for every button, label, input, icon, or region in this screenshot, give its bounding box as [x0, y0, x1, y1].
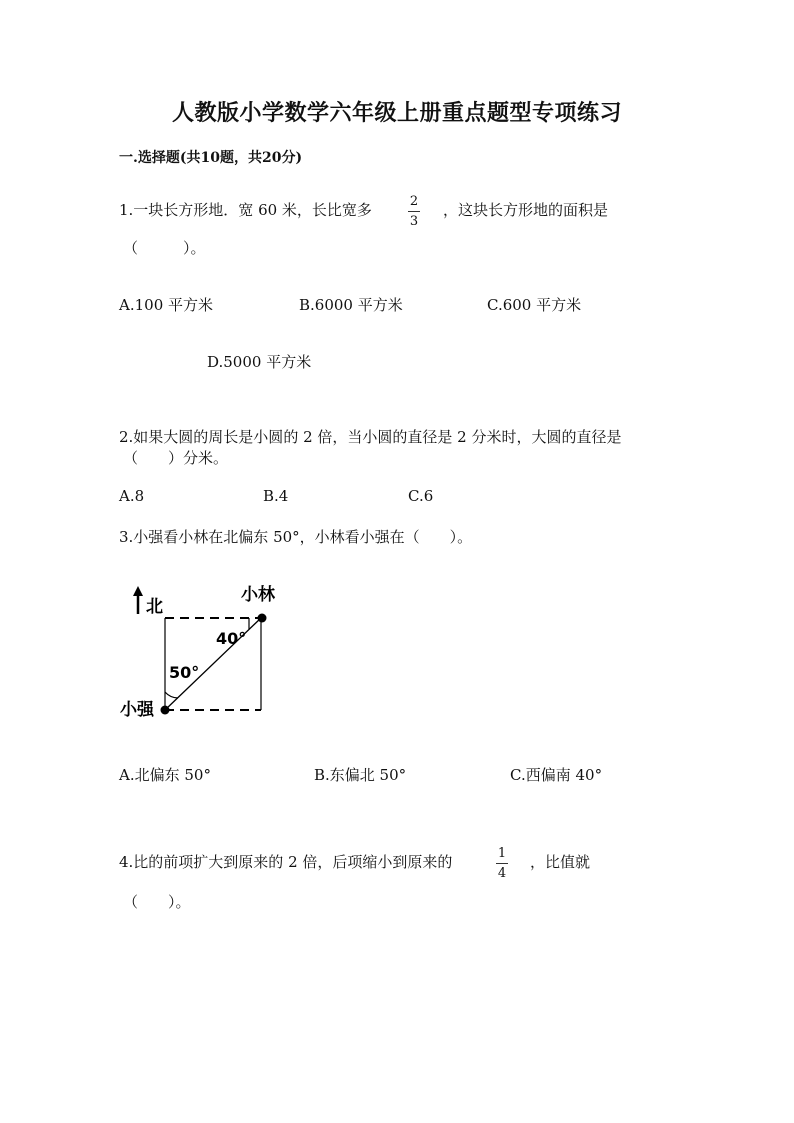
q4-blank: （ ）。 [123, 893, 191, 911]
q2-text: 2.如果大圆的周长是小圆的 2 倍，当小圆的直径是 2 分米时，大圆的直径是 [119, 428, 622, 446]
q3-option-a[interactable]: A.北偏东 50° [119, 766, 211, 784]
page-title: 人教版小学数学六年级上册重点题型专项练习 [171, 100, 622, 126]
q4-fraction-denominator: 4 [497, 866, 507, 881]
q1-option-b[interactable]: B.6000 平方米 [299, 296, 403, 314]
angle-label-b: 50° [169, 663, 200, 682]
q1-text: 1.一块长方形地．宽 60 米，长比宽多 [119, 201, 372, 219]
q1-option-c[interactable]: C.600 平方米 [487, 296, 582, 314]
q2-option-c[interactable]: C.6 [408, 487, 434, 505]
label-xiaoqiang: 小强 [120, 700, 154, 720]
direction-diagram [120, 580, 288, 726]
q4-text: 4.比的前项扩大到原来的 2 倍，后项缩小到原来的 [119, 853, 453, 871]
q1-option-a[interactable]: A.100 平方米 [119, 296, 213, 314]
point-xiaolin [258, 614, 267, 623]
fraction-bar [496, 863, 508, 864]
point-xiaoqiang [161, 706, 170, 715]
q4-text-after: ，比值就 [530, 853, 591, 871]
angle-arc-b [165, 692, 178, 698]
q3-option-b[interactable]: B.东偏北 50° [314, 766, 407, 784]
q1-blank: （ ）。 [123, 239, 206, 257]
q1-text-after: ，这块长方形地的面积是 [443, 201, 609, 219]
q1-option-d[interactable]: D.5000 平方米 [207, 353, 312, 371]
q1-fraction [405, 194, 423, 229]
fraction-bar [408, 211, 420, 212]
q2-blank: （ ）分米。 [123, 449, 229, 467]
q4-fraction-numerator: 1 [497, 846, 507, 861]
q1-fraction-denominator: 3 [409, 214, 419, 229]
section-heading: 一.选择题(共10题，共20分) [119, 150, 303, 166]
q1-fraction-numerator: 2 [409, 194, 419, 209]
q2-option-b[interactable]: B.4 [263, 487, 289, 505]
q2-option-a[interactable]: A.8 [119, 487, 145, 505]
north-arrow-icon [133, 586, 143, 614]
q3-text: 3.小强看小林在北偏东 50°，小林看小强在（ ）。 [119, 528, 473, 546]
north-label: 北 [146, 597, 163, 617]
q4-fraction [493, 846, 511, 881]
angle-label-a: 40° [216, 629, 247, 648]
q3-option-c[interactable]: C.西偏南 40° [510, 766, 603, 784]
label-xiaolin: 小林 [241, 585, 275, 605]
